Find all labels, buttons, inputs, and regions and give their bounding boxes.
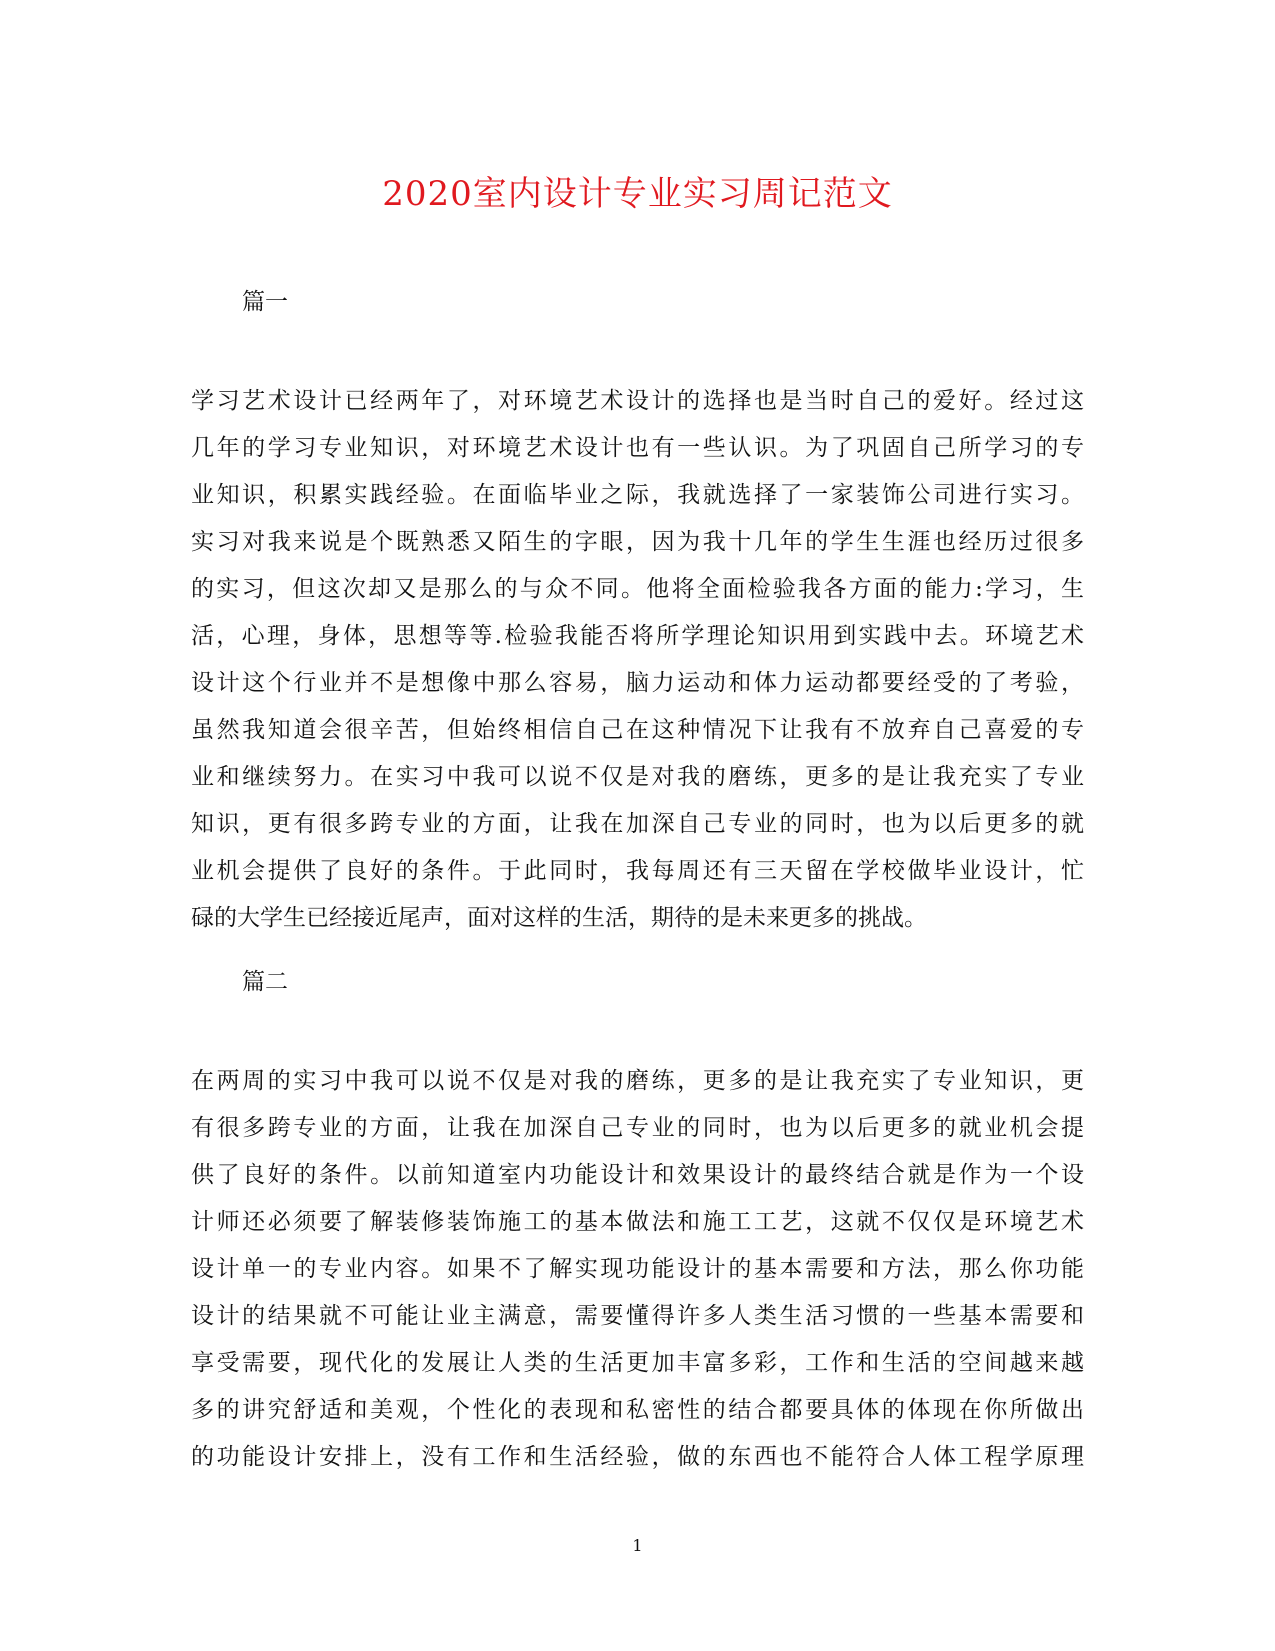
paragraph-line: 实习对我来说是个既熟悉又陌生的字眼，因为我十几年的学生生涯也经历过很多 xyxy=(191,529,1084,555)
paragraph-line: 学习艺术设计已经两年了，对环境艺术设计的选择也是当时自己的爱好。经过这 xyxy=(191,388,1084,414)
paragraph-line: 虽然我知道会很辛苦，但始终相信自己在这种情况下让我有不放弃自己喜爱的专 xyxy=(191,717,1084,743)
section-1-paragraph xyxy=(191,378,1084,942)
paragraph-line: 设计单一的专业内容。如果不了解实现功能设计的基本需要和方法，那么你功能 xyxy=(191,1256,1084,1282)
document-title: 2020室内设计专业实习周记范文 xyxy=(382,174,893,214)
paragraph-line: 知识，更有很多跨专业的方面，让我在加深自己专业的同时，也为以后更多的就 xyxy=(191,811,1084,837)
paragraph-line: 业机会提供了良好的条件。于此同时，我每周还有三天留在学校做毕业设计，忙 xyxy=(191,858,1084,884)
paragraph-line: 有很多跨专业的方面，让我在加深自己专业的同时，也为以后更多的就业机会提 xyxy=(191,1115,1084,1141)
paragraph-line: 业和继续努力。在实习中我可以说不仅是对我的磨练，更多的是让我充实了专业 xyxy=(191,764,1084,790)
paragraph-line: 的实习，但这次却又是那么的与众不同。他将全面检验我各方面的能力:学习，生 xyxy=(191,576,1084,602)
paragraph-line: 计师还必须要了解装修装饰施工的基本做法和施工工艺，这就不仅仅是环境艺术 xyxy=(191,1209,1084,1235)
paragraph-line: 碌的大学生已经接近尾声，面对这样的生活，期待的是未来更多的挑战。 xyxy=(191,905,927,931)
paragraph-line: 在两周的实习中我可以说不仅是对我的磨练，更多的是让我充实了专业知识，更 xyxy=(191,1068,1084,1094)
paragraph-line: 业知识，积累实践经验。在面临毕业之际，我就选择了一家装饰公司进行实习。 xyxy=(191,482,1084,508)
paragraph-line: 设计的结果就不可能让业主满意，需要懂得许多人类生活习惯的一些基本需要和 xyxy=(191,1303,1084,1329)
section-heading-2: 篇二 xyxy=(242,969,288,995)
paragraph-line: 多的讲究舒适和美观，个性化的表现和私密性的结合都要具体的体现在你所做出 xyxy=(191,1397,1084,1423)
section-heading-1: 篇一 xyxy=(242,289,288,315)
paragraph-line: 活，心理，身体，思想等等.检验我能否将所学理论知识用到实践中去。环境艺术 xyxy=(191,623,1084,649)
section-2-paragraph xyxy=(191,1058,1084,1481)
page-number: 1 xyxy=(632,1536,643,1555)
paragraph-line: 几年的学习专业知识，对环境艺术设计也有一些认识。为了巩固自己所学习的专 xyxy=(191,435,1084,461)
paragraph-line: 享受需要，现代化的发展让人类的生活更加丰富多彩，工作和生活的空间越来越 xyxy=(191,1350,1084,1376)
paragraph-line: 的功能设计安排上，没有工作和生活经验，做的东西也不能符合人体工程学原理 xyxy=(191,1444,1084,1470)
paragraph-line: 设计这个行业并不是想像中那么容易，脑力运动和体力运动都要经受的了考验， xyxy=(191,670,1084,696)
paragraph-line: 供了良好的条件。以前知道室内功能设计和效果设计的最终结合就是作为一个设 xyxy=(191,1162,1084,1188)
